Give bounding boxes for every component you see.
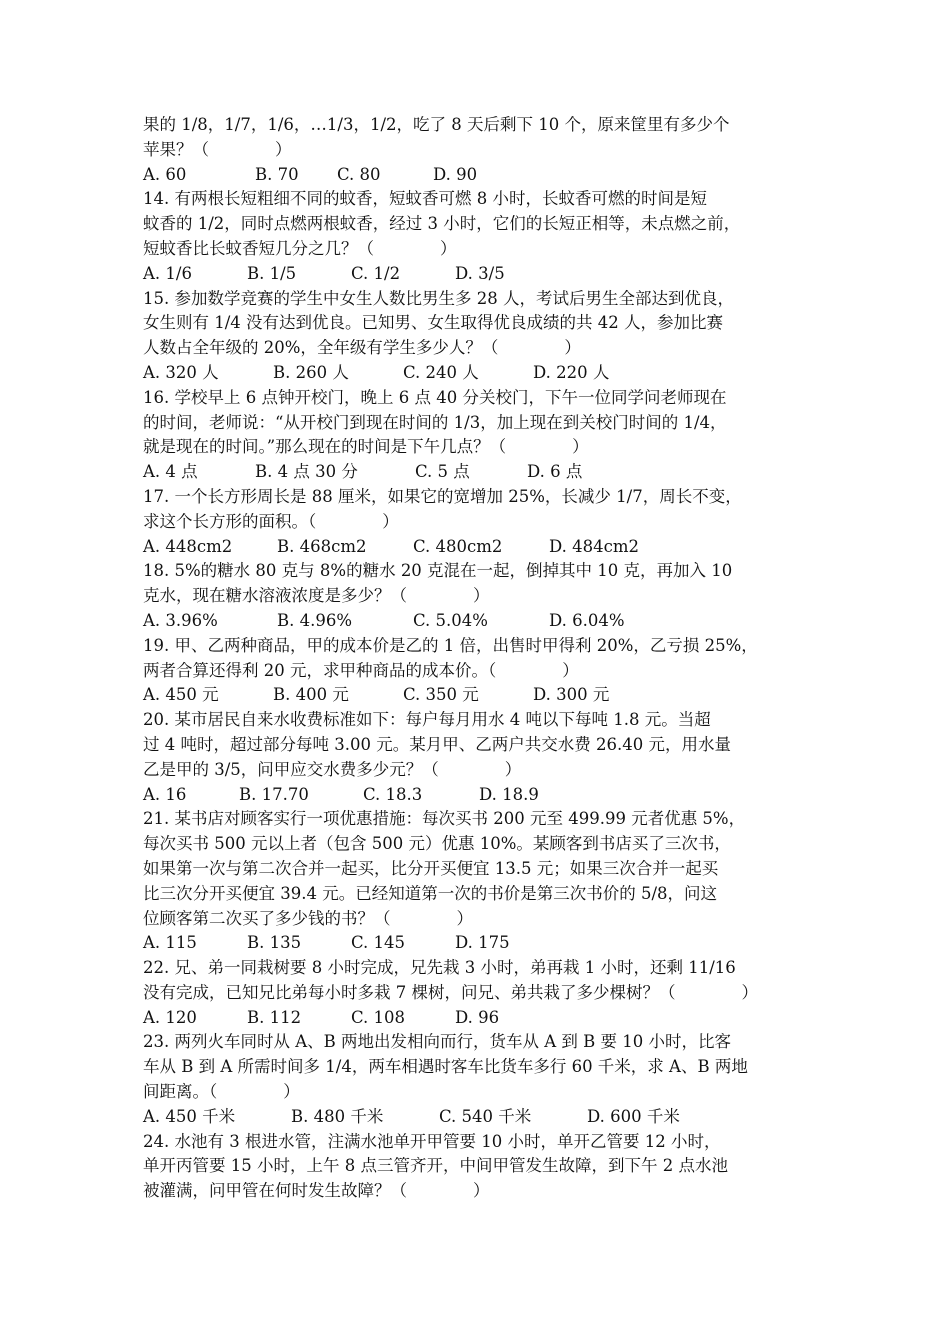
option-a: A. 115 <box>143 933 197 953</box>
option-a: A. 16 <box>143 784 187 804</box>
option-d: D. 18.9 <box>479 784 539 804</box>
question-text-line: 求这个长方形的面积。（ ） <box>143 511 399 531</box>
option-d: D. 96 <box>455 1007 500 1027</box>
option-c: C. 145 <box>351 933 406 953</box>
question-text-line: 乙是甲的 3/5，问甲应交水费多少元？（ ） <box>143 759 522 779</box>
option-b: B. 480 千米 <box>291 1106 384 1126</box>
option-a: A. 1/6 <box>143 263 192 283</box>
answer-options <box>143 361 811 386</box>
option-d: D. 6 点 <box>527 462 583 482</box>
option-c: C. 108 <box>351 1007 406 1027</box>
question-text-line: 两者合算还得利 20 元，求甲种商品的成本价。（ ） <box>143 660 579 680</box>
answer-options <box>143 609 811 634</box>
question-text-line: 被灌满，问甲管在何时发生故障？（ ） <box>143 1181 490 1201</box>
question-13-continued <box>143 113 811 187</box>
option-c: C. 80 <box>337 164 381 184</box>
question-text-line: 蚊香的 1/2，同时点燃两根蚊香，经过 3 小时，它们的长短正相等，未点燃之前， <box>143 214 741 234</box>
question-text-line: 就是现在的时间。”那么现在的时间是下午几点？（ ） <box>143 437 589 457</box>
answer-options <box>143 262 811 287</box>
question-20 <box>143 708 811 807</box>
option-a: A. 3.96% <box>143 610 218 630</box>
question-15 <box>143 287 811 386</box>
question-text-line: 单开丙管要 15 小时，上午 8 点三管齐开，中间甲管发生故障，到下午 2 点水池 <box>143 1156 728 1176</box>
option-b: B. 17.70 <box>239 784 309 804</box>
answer-options <box>143 460 811 485</box>
option-d: D. 220 人 <box>533 362 610 382</box>
question-text-line: 过 4 吨时，超过部分每吨 3.00 元。某月甲、乙两户共交水费 26.40 元，用水量 <box>143 734 731 754</box>
question-text-line: 没有完成，已知兄比弟每小时多栽 7 棵树，问兄、弟共栽了多少棵树？（ ） <box>143 982 758 1002</box>
question-text-line: 女生则有 1/4 没有达到优良。已知男、女生取得优良成绩的共 42 人，参加比赛 <box>143 313 724 333</box>
question-19 <box>143 634 811 708</box>
question-text-line: 间距离。（ ） <box>143 1082 300 1102</box>
option-c: C. 5 点 <box>415 462 470 482</box>
answer-options <box>143 783 811 808</box>
option-a: A. 450 元 <box>143 685 219 705</box>
option-d: D. 90 <box>433 164 478 184</box>
option-b: B. 4.96% <box>277 610 353 630</box>
option-b: B. 1/5 <box>247 263 297 283</box>
option-d: D. 300 元 <box>533 685 610 705</box>
option-b: B. 70 <box>255 164 299 184</box>
option-a: A. 4 点 <box>143 462 198 482</box>
answer-options <box>143 1105 811 1130</box>
option-a: A. 448cm2 <box>143 536 233 556</box>
question-text-line: 的时间，老师说：“从开校门到现在时间的 1/3，加上现在到关校门时间的 1/4， <box>143 412 727 432</box>
question-text-line: 21. 某书店对顾客实行一项优惠措施：每次买书 200 元至 499.99 元者优惠 5%， <box>143 809 746 829</box>
option-b: B. 400 元 <box>273 685 349 705</box>
question-text-line: 位顾客第二次买了多少钱的书？（ ） <box>143 908 473 928</box>
question-text-line: 每次买书 500 元以上者（包含 500 元）优惠 10%。某顾客到书店买了三次书， <box>143 834 731 854</box>
question-text-line: 苹果？（ ） <box>143 139 292 159</box>
question-text-line: 16. 学校早上 6 点钟开校门，晚上 6 点 40 分关校门，下午一位同学问老师现在 <box>143 387 727 407</box>
answer-options <box>143 535 811 560</box>
question-text-line: 14. 有两根长短粗细不同的蚊香，短蚊香可燃 8 小时，长蚊香可燃的时间是短 <box>143 189 707 209</box>
answer-options <box>143 683 811 708</box>
question-text-line: 18. 5%的糖水 80 克与 8%的糖水 20 克混在一起，倒掉其中 10 克，再加入 10 <box>143 561 733 581</box>
option-a: A. 60 <box>143 164 187 184</box>
option-d: D. 484cm2 <box>549 536 640 556</box>
question-21 <box>143 807 811 956</box>
option-d: D. 6.04% <box>549 610 625 630</box>
option-b: B. 112 <box>247 1007 302 1027</box>
answer-options <box>143 1006 811 1031</box>
question-text-line: 果的 1/8，1/7，1/6，…1/3，1/2，吃了 8 天后剩下 10 个，原来筐里有多少个 <box>143 115 730 134</box>
question-17 <box>143 485 811 559</box>
option-b: B. 4 点 30 分 <box>255 462 358 482</box>
option-c: C. 240 人 <box>403 362 479 382</box>
option-c: C. 18.3 <box>363 784 423 804</box>
option-c: C. 540 千米 <box>439 1106 532 1126</box>
answer-options <box>143 163 811 188</box>
option-c: C. 350 元 <box>403 685 479 705</box>
question-24 <box>143 1130 811 1204</box>
option-d: D. 175 <box>455 933 510 953</box>
option-a: A. 320 人 <box>143 362 219 382</box>
option-d: D. 600 千米 <box>587 1106 680 1126</box>
question-16 <box>143 386 811 485</box>
question-text-line: 15. 参加数学竞赛的学生中女生人数比男生多 28 人，考试后男生全部达到优良， <box>143 288 734 308</box>
option-c: C. 480cm2 <box>413 536 503 556</box>
option-d: D. 3/5 <box>455 263 505 283</box>
option-a: A. 120 <box>143 1007 197 1027</box>
question-text-line: 人数占全年级的 20%，全年级有学生多少人？（ ） <box>143 338 581 358</box>
answer-options <box>143 931 811 956</box>
option-c: C. 1/2 <box>351 263 401 283</box>
question-22 <box>143 956 811 1030</box>
question-text-line: 22. 兄、弟一同栽树要 8 小时完成，兄先栽 3 小时，弟再栽 1 小时，还剩 11/16 <box>143 958 736 978</box>
question-text-line: 比三次分开买便宜 39.4 元。已经知道第一次的书价是第三次书价的 5/8，问这 <box>143 883 718 903</box>
document-page <box>143 113 811 1204</box>
question-text-line: 如果第一次与第二次合并一起买，比分开买便宜 13.5 元；如果三次合并一起买 <box>143 858 719 878</box>
question-text-line: 克水，现在糖水溶液浓度是多少？（ ） <box>143 586 490 606</box>
option-b: B. 260 人 <box>273 362 349 382</box>
question-text-line: 19. 甲、乙两种商品，甲的成本价是乙的 1 倍，出售时甲得利 20%，乙亏损 25%， <box>143 635 758 655</box>
option-c: C. 5.04% <box>413 610 488 630</box>
question-text-line: 20. 某市居民自来水收费标准如下：每户每月用水 4 吨以下每吨 1.8 元。当超 <box>143 710 711 730</box>
question-text-line: 24. 水池有 3 根进水管，注满水池单开甲管要 10 小时，单开乙管要 12 小时， <box>143 1131 721 1151</box>
question-text-line: 17. 一个长方形周长是 88 厘米，如果它的宽增加 25%，长减少 1/7，周长不变， <box>143 486 742 506</box>
option-a: A. 450 千米 <box>143 1106 236 1126</box>
question-18 <box>143 559 811 633</box>
question-14 <box>143 187 811 286</box>
option-b: B. 135 <box>247 933 302 953</box>
question-text-line: 短蚊香比长蚊香短几分之几？（ ） <box>143 238 457 258</box>
question-23 <box>143 1030 811 1129</box>
question-text-line: 23. 两列火车同时从 A、B 两地出发相向而行，货车从 A 到 B 要 10 小时，比客 <box>143 1032 732 1052</box>
question-text-line: 车从 B 到 A 所需时间多 1/4，两车相遇时客车比货车多行 60 千米，求 A、B 两地 <box>143 1057 748 1077</box>
option-b: B. 468cm2 <box>277 536 367 556</box>
